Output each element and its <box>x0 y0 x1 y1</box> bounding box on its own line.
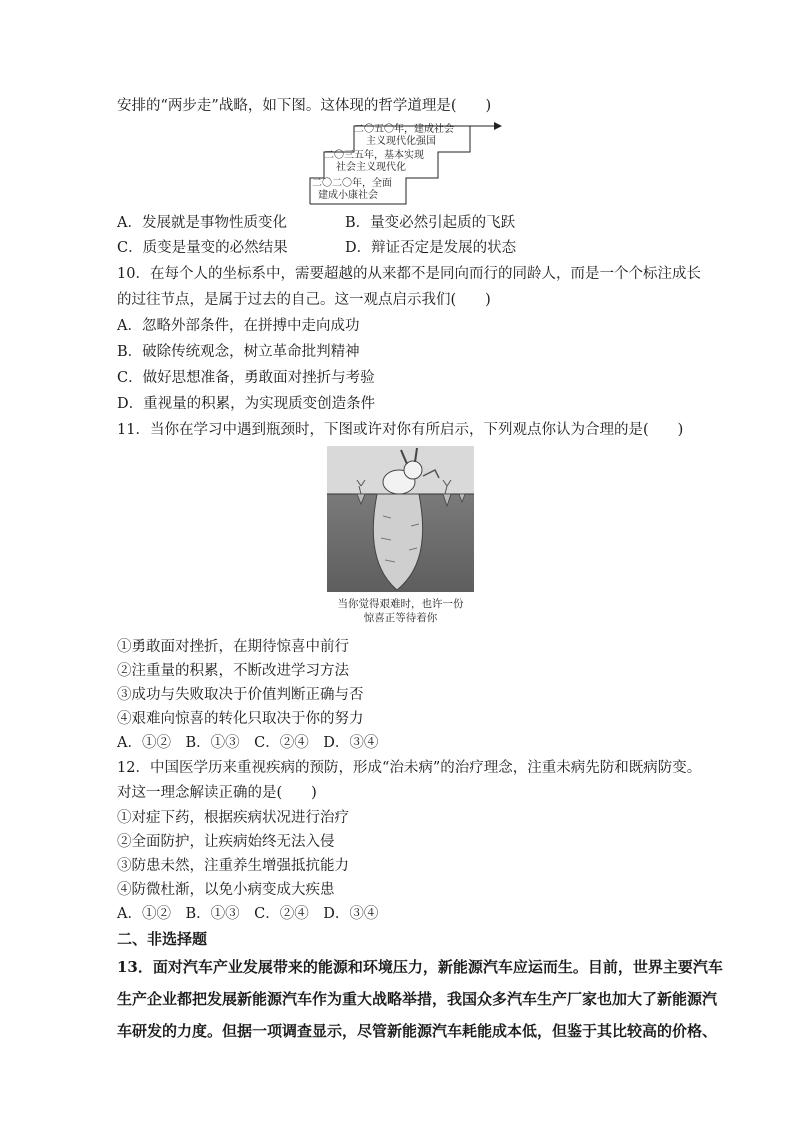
diagram-label-2020-line2: 建成小康社会 <box>318 190 378 201</box>
q12-item-4: ④防微杜渐，以免小病变成大疾患 <box>117 882 335 898</box>
q11-item-3: ③成功与失败取决于价值判断正确与否 <box>117 687 364 703</box>
diagram-label-2035-line2: 社会主义现代化 <box>336 162 406 173</box>
q9-option-d: D．辩证否定是发展的状态 <box>345 240 517 256</box>
diagram-label-2050-line2: 主义现代化强国 <box>366 136 436 147</box>
q10-option-c: C．做好思想准备，勇敢面对挫折与考验 <box>117 370 375 386</box>
q13-line1: 13．面对汽车产业发展带来的能源和环境压力，新能源汽车应运而生。目前，世界主要汽车 <box>117 958 723 976</box>
q12-stem-line2: 对这一理念解读正确的是( ) <box>117 785 317 801</box>
q13-line3: 车研发的力度。但据一项调查显示，尽管新能源汽车耗能成本低，但鉴于其比较高的价格、 <box>117 1022 718 1040</box>
q9-option-row-2 <box>117 238 517 258</box>
q11-item-2: ②注重量的积累，不断改进学习方法 <box>117 663 349 679</box>
q9-option-a: A．发展就是事物性质变化 <box>117 215 287 231</box>
two-step-strategy-diagram <box>308 120 504 206</box>
q11-stem: 11．当你在学习中遇到瓶颈时，下图或许对你有所启示，下列观点你认为合理的是( ) <box>117 422 684 438</box>
q10-stem-line2: 的过往节点，是属于过去的自己。这一观点启示我们( ) <box>117 292 491 308</box>
q13-line2: 生产企业都把发展新能源汽车作为重大战略举措，我国众多汽车生产厂家也加大了新能源汽 <box>117 990 718 1008</box>
q12-stem-line1: 12．中国医学历来重视疾病的预防，形成“治未病”的治疗理念，注重未病先防和既病防变。 <box>117 760 702 776</box>
diagram-label-2020-line1: 二〇二〇年，全面 <box>312 178 392 189</box>
q10-option-d: D．重视量的积累，为实现质变创造条件 <box>117 396 376 412</box>
q12-item-2: ②全面防护，让疾病始终无法入侵 <box>117 834 335 850</box>
illustration-caption-line1: 当你觉得艰难时，也许一份 <box>337 598 464 610</box>
section-heading: 二、非选择题 <box>117 930 208 948</box>
q11-item-1: ①勇敢面对挫折，在期待惊喜中前行 <box>117 639 349 655</box>
diagram-label-2035-line1: 二〇三五年，基本实现 <box>324 150 424 161</box>
q9-option-b: B．量变必然引起质的飞跃 <box>345 215 516 231</box>
q9-stem: 安排的“两步走”战略，如下图。这体现的哲学道理是( ) <box>117 98 492 114</box>
q12-item-1: ①对症下药，根据疾病状况进行治疗 <box>117 810 349 826</box>
q11-answer-options: A．①② B．①③ C．②④ D．③④ <box>117 735 379 751</box>
rabbit-carrot-icon <box>327 446 474 592</box>
q9-option-row-1 <box>117 213 516 233</box>
q10-option-b: B．破除传统观念，树立革命批判精神 <box>117 344 360 360</box>
q11-item-4: ④艰难向惊喜的转化只取决于你的努力 <box>117 711 364 727</box>
q9-option-c: C．质变是量变的必然结果 <box>117 240 288 256</box>
q12-answer-options: A．①② B．①③ C．②④ D．③④ <box>117 906 379 922</box>
diagram-label-2050-line1: 二〇五〇年，建成社会 <box>354 124 454 135</box>
q10-option-a: A．忽略外部条件，在拼搏中走向成功 <box>117 318 360 334</box>
illustration-caption-line2: 惊喜正等待着你 <box>363 612 438 624</box>
rabbit-carrot-illustration <box>327 446 474 592</box>
q10-stem-line1: 10．在每个人的坐标系中，需要超越的从来都不是同向而行的同龄人，而是一个个标注成长 <box>117 266 701 282</box>
q12-item-3: ③防患未然，注重养生增强抵抗能力 <box>117 858 349 874</box>
